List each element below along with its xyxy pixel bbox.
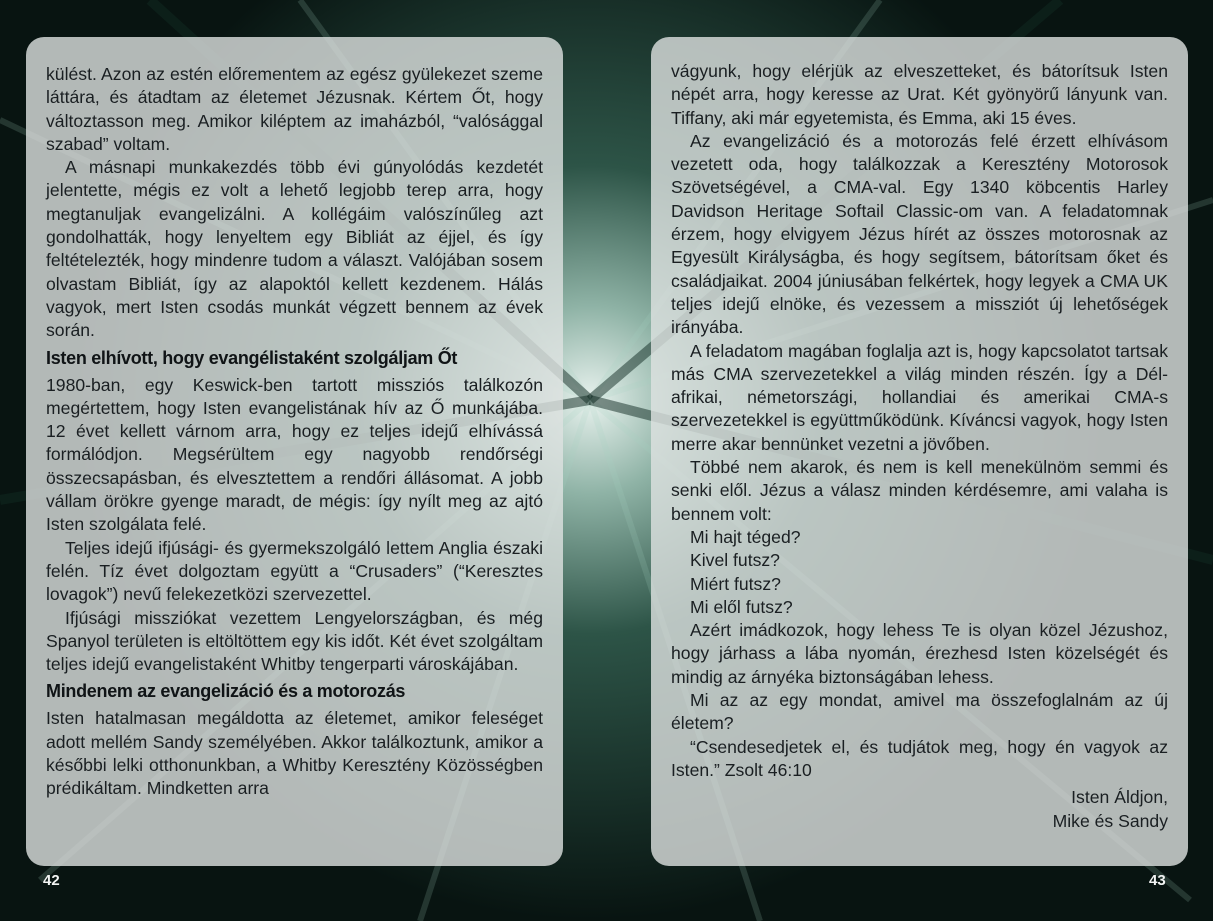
paragraph: A feladatom magában foglalja azt is, hogy kapcsolatot tartsak más CMA szervezetekkel a világ minden részén. Így a Dél-afrikai, németországi, hollandiai és amerikai CMA-s szervezetekkel is együttműködünk. Kíváncsi vagyok, hogy Isten merre akar bennünket vezetni a jövőben. — [671, 340, 1168, 454]
question-line: Miért futsz? — [690, 573, 781, 594]
left-page-panel — [26, 37, 563, 866]
paragraph: 1980-ban, egy Keswick-ben tartott missziós találkozón megértettem, hogy Isten evangelistának hív az Ő munkájába. 12 évet kellett várnom arra, hogy ez teljes idejű elhívássá formálódjon. Megsérültem egy nagyobb rendőrségi összecsapásban, és elvesztettem a rendőri állásomat. A jobb vállam örökre gyenge maradt, de mégis: így nyílt meg az ajtó Isten szolgálata felé. — [46, 374, 543, 535]
paragraph: Isten hatalmasan megáldotta az életemet, amikor feleséget adott mellém Sandy személyében. Akkor találkoztunk, amikor a későbbi lelki otthonunkban, a Whitby Keresztény Közösségben prédikáltam. Mindketten arra — [46, 708, 543, 799]
bible-quote: “Csendesedjetek el, és tudjátok meg, hogy én vagyok az Isten.” Zsolt 46:10 — [671, 736, 1168, 780]
signature — [671, 786, 1168, 833]
right-page-panel — [651, 37, 1188, 866]
paragraph: külést. Azon az estén előrementem az egész gyülekezet szeme láttára, és átadtam az életemet Jézusnak. Kértem Őt, hogy változtasson meg. Amikor kiléptem az imaházból, “valósággal szabad” voltam. — [46, 64, 543, 154]
section-heading: Isten elhívott, hogy evangélistaként szolgáljam Őt — [46, 347, 458, 368]
paragraph: vágyunk, hogy elérjük az elveszetteket, és bátorítsuk Isten népét arra, hogy keresse az Urat. Két gyönyörű lányunk van. Tiffany, aki már egyetemista, és Emma, aki 15 éves. — [671, 61, 1168, 128]
question-line: Mi elől futsz? — [690, 596, 793, 617]
question-line: Mi hajt téged? — [690, 526, 801, 547]
paragraph: Teljes idejű ifjúsági- és gyermekszolgáló lettem Anglia északi felén. Tíz évet dolgoztam együtt a “Crusaders” (“Keresztes lovagok”) nevű felekezetközi szervezettel. — [46, 537, 543, 605]
paragraph: A másnapi munkakezdés több évi gúnyolódás kezdetét jelentette, mégis ez volt a lehető legjobb terep arra, hogy megtanuljak evangelizálni. A kollégáim valószínűleg azt gondolhatták, hogy lenyeltem egy Bibliát az éjjel, és így feltételezték, hogy mindenre tudom a választ. Valójában sosem olvastam Bibliát, így az alapoktól kellett kezdenem. Hálás vagyok, mert Isten csodás munkát végzett bennem az évek során. — [46, 157, 543, 341]
page-number-left: 42 — [43, 872, 60, 889]
paragraph: Mi az az egy mondat, amivel ma összefoglalnám az új életem? — [671, 690, 1168, 734]
paragraph: Azért imádkozok, hogy lehess Te is olyan közel Jézushoz, hogy járhass a lába nyomán, érezhesd Isten közelségét és mindig az árnyéka biztonságában lehess. — [671, 620, 1168, 687]
question-line: Kivel futsz? — [690, 550, 780, 571]
paragraph: Az evangelizáció és a motorozás felé érzett elhívásom vezetett oda, hogy találkozzak a Keresztény Motorosok Szövetségével, a CMA-val. Egy 1340 köbcentis Harley Davidson Heritage Softail Classic-om van. A feladatomnak érzem, hogy elvigyem Jézus hírét az összes motorosnak az Egyesült Királyságba, és hogy segítsem, bátorítsam őket és családjaikat. 2004 júniusában felkértek, hogy legyek a CMA UK teljes idejű elnöke, és vezessem a missziót új lehetőségek irányába. — [671, 130, 1168, 338]
signature-line: Isten Áldjon, — [1071, 787, 1168, 808]
paragraph: Ifjúsági missziókat vezettem Lengyelországban, és még Spanyol területen is eltöltöttem egy kis időt. Két évet szolgáltam teljes idejű evangelistaként Whitby tengerparti városkájában. — [46, 607, 543, 675]
section-heading: Mindenem az evangelizáció és a motorozás — [46, 681, 406, 702]
signature-line: Mike és Sandy — [1052, 810, 1168, 831]
page-number-right: 43 — [1149, 872, 1166, 889]
paragraph: Többé nem akarok, és nem is kell menekülnöm semmi és senki elől. Jézus a válasz minden kérdésemre, ami valaha is bennem volt: — [671, 457, 1168, 524]
